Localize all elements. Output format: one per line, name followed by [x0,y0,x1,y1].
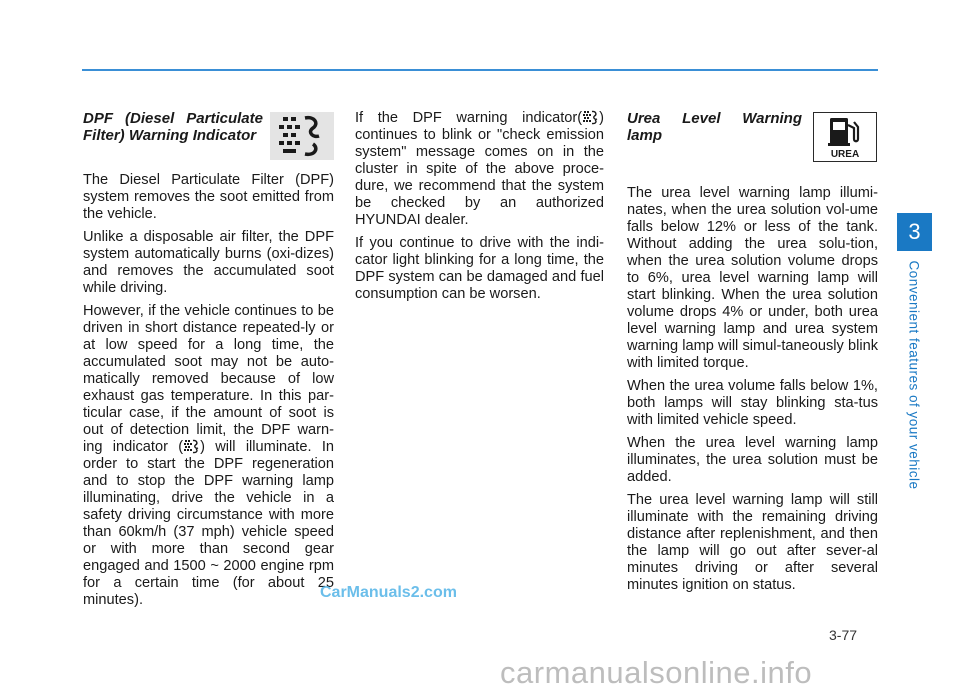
urea-fuel-pump-icon [813,112,877,162]
urea-paragraph-1: The urea level warning lamp illumi-nates, when the urea solution vol-ume falls below 12% or less of the tank. Without adding the urea solu-tion, when the urea solution volume drops to 6%, urea level warning lamp will start blinking. When the urea solution volume drops 4% or under, both urea level warning lamp and urea system warning lamp will simul-taneously blink with limited torque. [627,185,878,371]
dpf-paragraph-5: If you continue to drive with the indi-cator light blinking for a long time, the DPF system can be damaged and fuel consumption can be worsen. [355,235,604,302]
urea-column [627,110,878,600]
dpf-paragraph-4: If the DPF warning indicator( ) continues to blink or "check emission system" message comes on in the cluster in spite of the above proce-dure, we recommend that the system be checked by an authorized HYUNDAI dealer. [355,110,604,228]
urea-header [627,110,878,185]
urea-icon-label: UREA [830,149,860,159]
watermark-carmanuals2: CarManuals2.com [320,584,457,601]
watermark-carmanualsonline: carmanualsonline.info [500,655,813,690]
dpf-paragraph-1: The Diesel Particulate Filter (DPF) system removes the soot emitted from the vehicle. [83,172,334,222]
dpf-paragraph-3: However, if the vehicle continues to be driven in short distance repeated-ly or at low speed for a long time, the accumulated soot may not be auto-matically removed because of low exhaust gas temperature. In this par-ticular case, if the amount of soot is out of detection limit, the DPF warn-ing indicator ( ) will illuminate. In order to start the DPF regeneration and to stop the DPF warning lamp illuminating, drive the vehicle in a safety driving circumstance with more than 60km/h (37 mph) vehicle speed or with more than second gear engaged and 1500 ~ 2000 engine rpm for a certain time (for about 25 minutes). [83,303,334,608]
chapter-tab: 3 [897,213,932,251]
dpf-inline-icon [183,439,200,454]
dpf-column [83,110,334,615]
dpf-warning-icon [270,112,334,160]
urea-heading: Urea Level Warning lamp [627,110,802,144]
dpf-heading: DPF (Diesel Particulate Filter) Warning Indicator [83,110,263,144]
dpf-header [83,110,334,172]
dpf-inline-icon [582,110,599,125]
dpf-paragraph-2: Unlike a disposable air filter, the DPF system automatically burns (oxi-dizes) and removes the accumulated soot while driving. [83,229,334,296]
urea-paragraph-3: When the urea level warning lamp illuminates, the urea solution must be added. [627,435,878,485]
dpf-column-continued [355,110,604,309]
top-divider [82,69,878,71]
page-number: 3-77 [829,627,858,643]
urea-paragraph-2: When the urea volume falls below 1%, both lamps will stay blinking sta-tus with limited vehicle speed. [627,378,878,428]
chapter-title: Convenient features of your vehicle [906,260,922,490]
urea-paragraph-4: The urea level warning lamp will still illuminate with the remaining driving distance after replenishment, and then the lamp will go out after sever-al minutes driving or after several minutes ignition on status. [627,492,878,593]
